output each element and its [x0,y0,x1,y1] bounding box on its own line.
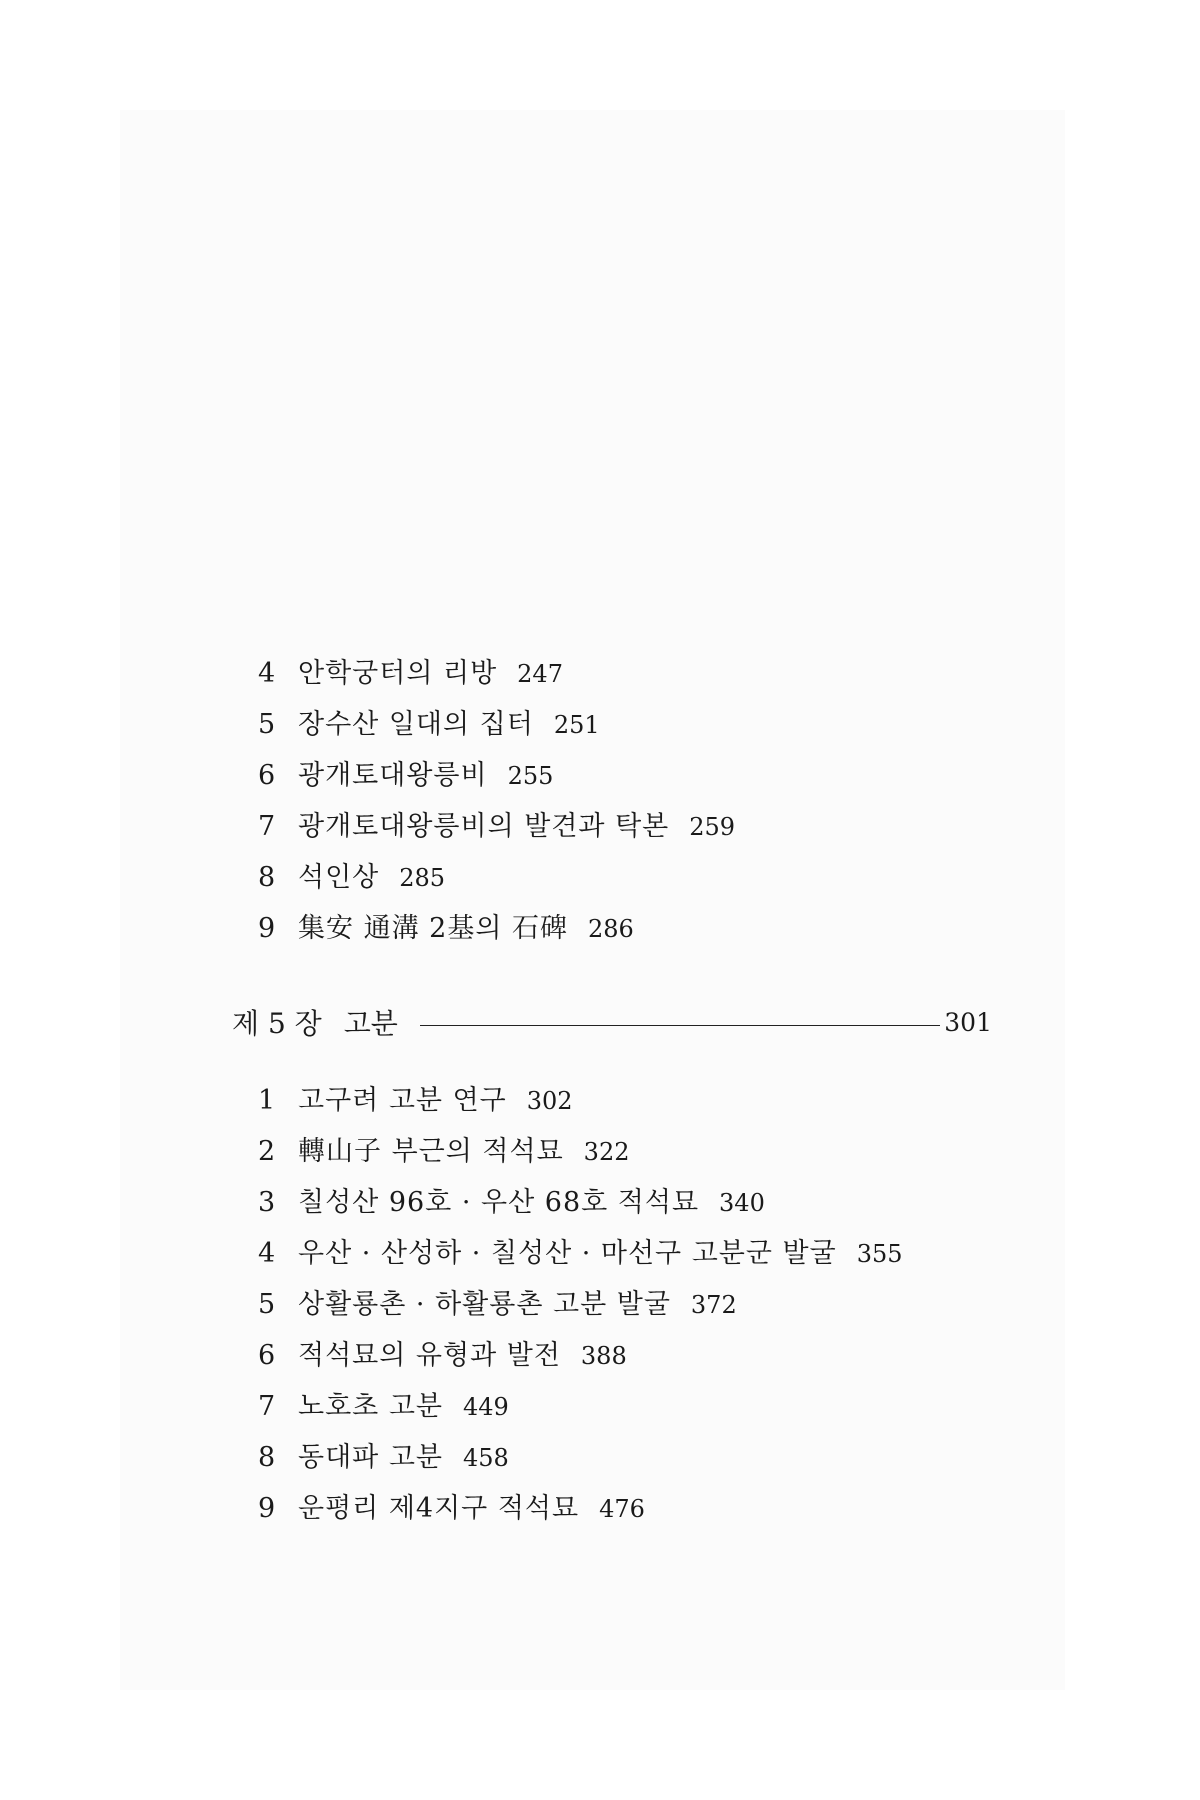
toc-entry[interactable] [258,801,735,852]
toc-entry[interactable] [258,648,735,699]
entry-number: 2 [258,1136,276,1167]
entry-title: 우산 · 산성하 · 칠성산 · 마선구 고분군 발굴 [298,1238,837,1269]
entry-number: 9 [258,913,276,944]
toc-entry[interactable] [258,1330,903,1381]
entry-title: 장수산 일대의 집터 [298,709,534,740]
toc-entry[interactable] [258,750,735,801]
toc-entry[interactable] [258,852,735,903]
toc-previous-chapter-list [258,648,735,954]
entry-page: 302 [526,1087,573,1115]
entry-page: 322 [583,1138,630,1166]
entry-page: 286 [588,915,634,943]
toc-entry[interactable] [258,699,735,750]
entry-title: 운평리 제4지구 적석묘 [298,1493,580,1524]
entry-title: 적석묘의 유형과 발전 [298,1340,561,1371]
entry-page: 247 [517,660,563,688]
toc-entry[interactable] [258,1432,903,1483]
entry-number: 6 [258,760,276,791]
entry-title: 轉山子 부근의 적석묘 [298,1136,564,1167]
toc-entry[interactable] [258,1126,903,1177]
entry-page: 458 [463,1444,509,1472]
entry-title: 고구려 고분 연구 [298,1085,507,1116]
entry-page: 449 [463,1393,509,1421]
entry-number: 5 [258,709,276,740]
entry-title: 동대파 고분 [298,1442,443,1473]
toc-entry[interactable] [258,903,735,954]
toc-entry[interactable] [258,1483,903,1534]
entry-number: 6 [258,1340,276,1371]
entry-page: 251 [553,711,600,739]
entry-title: 노호초 고분 [298,1391,443,1422]
entry-page: 355 [856,1240,903,1268]
entry-number: 5 [258,1289,276,1320]
entry-title: 칠성산 96호 · 우산 68호 적석묘 [298,1187,700,1218]
chapter-leader-rule [420,1025,940,1026]
entry-page: 372 [690,1291,737,1319]
entry-page: 285 [399,864,446,892]
toc-entry[interactable] [258,1228,903,1279]
entry-title: 集安 通溝 2基의 石碑 [298,913,569,944]
entry-number: 7 [258,1391,276,1422]
toc-entry[interactable] [258,1177,903,1228]
entry-number: 4 [258,1238,276,1269]
entry-page: 476 [599,1495,645,1523]
entry-number: 3 [258,1187,276,1218]
entry-page: 388 [580,1342,627,1370]
entry-title: 석인상 [298,862,380,893]
entry-page: 255 [507,762,554,790]
toc-entry[interactable] [258,1075,903,1126]
entry-title: 상활룡촌 · 하활룡촌 고분 발굴 [298,1289,671,1320]
entry-number: 8 [258,1442,276,1473]
entry-page: 340 [719,1189,765,1217]
entry-title: 광개토대왕릉비 [298,760,488,791]
entry-title: 광개토대왕릉비의 발견과 탁본 [298,811,670,842]
entry-number: 4 [258,658,276,689]
entry-title: 안학궁터의 리방 [298,658,498,689]
chapter-page: 301 [944,1007,992,1037]
chapter-heading[interactable] [232,1000,992,1044]
entry-page: 259 [689,813,736,841]
toc-entry[interactable] [258,1381,903,1432]
chapter-label: 제 5 장 [232,1007,322,1040]
chapter-title: 고분 [343,1007,398,1040]
toc-chapter-list [258,1075,903,1534]
entry-number: 8 [258,862,276,893]
entry-number: 1 [258,1085,276,1116]
entry-number: 7 [258,811,276,842]
entry-number: 9 [258,1493,276,1524]
toc-entry[interactable] [258,1279,903,1330]
